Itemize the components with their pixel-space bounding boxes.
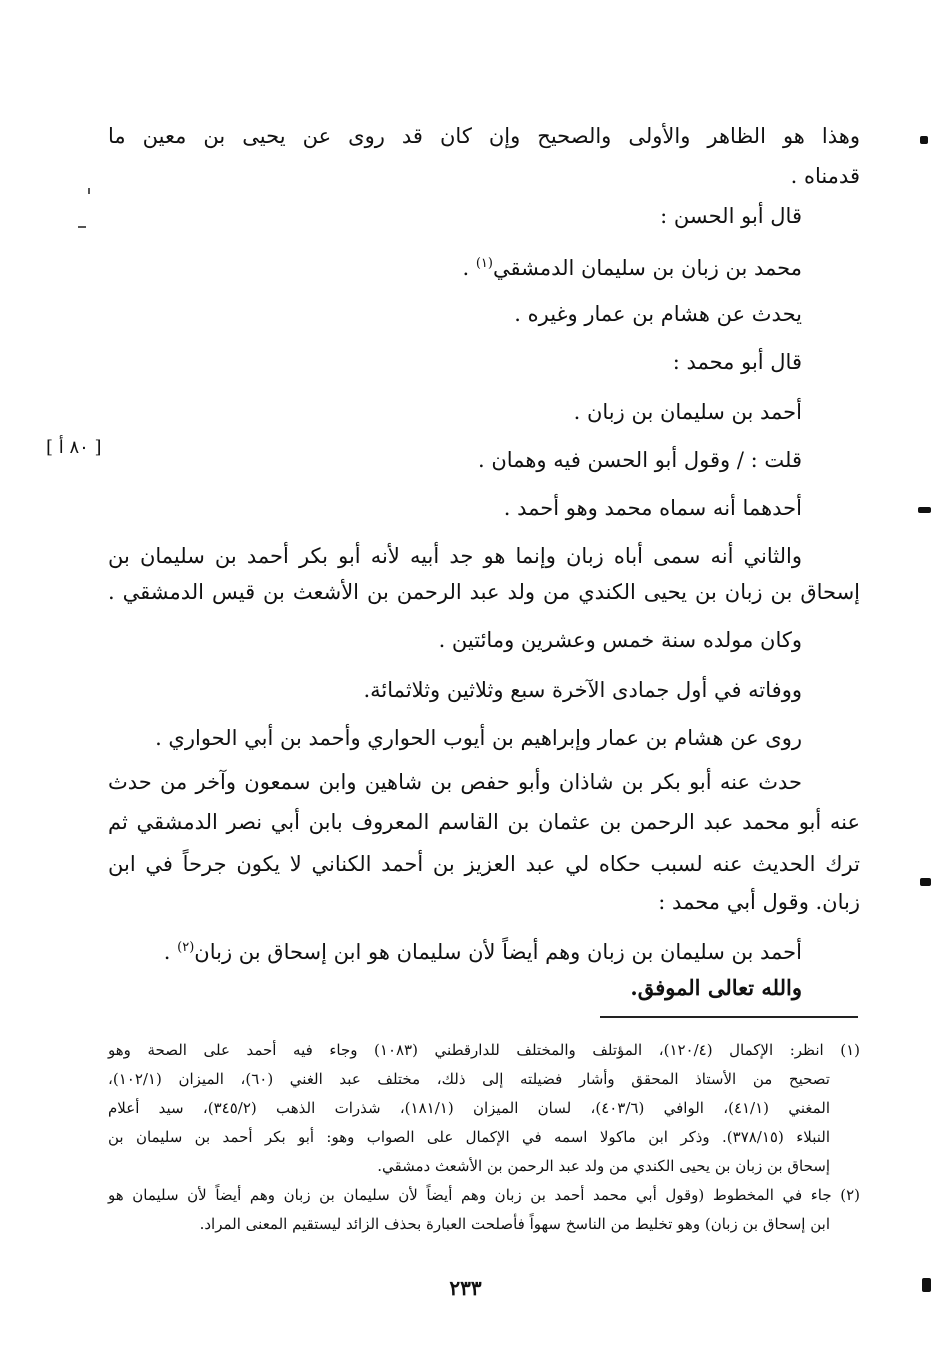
footnote-line: ابن إسحاق بن زبان) وهو تخليط من الناسخ سهواً فأصلحت العبارة بحذف الزائد ليستقيم المعنى المراد. (199, 1215, 830, 1233)
entry-name-text: محمد بن زبان بن سليمان الدمشقي (492, 256, 802, 280)
text-line: وهذا هو الظاهر والأولى والصحيح وإن كان قد روى عن يحيى بن معين ما (108, 124, 860, 148)
footnote-line: (٢) جاء في المخطوط (وقول أبي محمد أحمد بن زبان وهم أيضاً لأن سليمان بن زبان وهم أيضاً لأن سليمان هو (108, 1186, 860, 1204)
footnote-line: المغني (٤١/١)، الوافي (٤٠٣/٦)، لسان الميزان (١٨١/١)، شذرات الذهب (٣٤٥/٢)، سيد أعلام (108, 1099, 830, 1117)
scan-edge-mark (920, 878, 931, 886)
text-line: أحدهما أنه سماه محمد وهو أحمد . (503, 496, 802, 520)
section-heading: قال أبو محمد : (672, 350, 802, 374)
footnote-line: إسحاق بن زبان بن يحيى الكندي من ولد عبد الرحمن بن الأشعث دمشقي. (377, 1157, 830, 1175)
footnote-line: تصحيح من الأستاذ المحقق وأشار فضيلته إلى ذلك، مختلف عبد الغني (٦٠)، الميزان (١٠٢/١)، (108, 1070, 830, 1088)
scan-speck (78, 226, 86, 228)
text-line: حدث عنه أبو بكر بن شاذان وأبو حفص بن شاهين وابن سمعون وآخر من حدث (108, 770, 802, 794)
entry-name: أحمد بن سليمان بن زبان . (573, 400, 802, 424)
text-line-body: أحمد بن سليمان بن زبان وهم أيضاً لأن سليمان هو ابن إسحاق بن زبان (194, 940, 802, 964)
scan-edge-mark (918, 507, 931, 513)
text-line: يحدث عن هشام بن عمار وغيره . (514, 302, 802, 326)
entry-name (462, 248, 802, 284)
section-heading: قال أبو الحسن : (660, 204, 802, 228)
scan-edge-mark (922, 1278, 931, 1292)
footnote-ref: (١) (475, 256, 493, 271)
text-line: وكان مولده سنة خمس وعشرين ومائتين . (438, 628, 802, 652)
footnote-line: (١) انظر: الإكمال (١٢٠/٤)، المؤتلف والمختلف للدارقطني (١٠٨٣) وجاء فيه أحمد على الصحة وهو (108, 1041, 861, 1059)
text-line: روى عن هشام بن عمار وإبراهيم بن أيوب الحواري وأحمد بن أبي الحواري . (155, 726, 802, 750)
page-number: ٢٣٣ (449, 1276, 482, 1300)
text-line: ترك الحديث عنه لسبب حكاه لي عبد العزيز بن أحمد الكناني لا يكون جرحاً في ابن (108, 852, 860, 876)
text-line: قدمناه . (790, 164, 860, 188)
closing-line: والله تعالى الموفق. (630, 975, 802, 1000)
text-line: قلت : / وقول أبو الحسن فيه وهمان . (478, 448, 802, 472)
punctuation: . (462, 256, 476, 280)
text-line: زبان. وقول أبي محمد : (658, 890, 860, 914)
text-line: ووفاته في أول جمادى الآخرة سبع وثلاثين وثلاثمائة. (363, 678, 802, 702)
punctuation: . (163, 940, 178, 964)
text-line (164, 932, 802, 968)
footnote-ref: (٢) (177, 940, 195, 955)
footnote-divider (600, 1016, 858, 1018)
text-line: والثاني أنه سمى أباه زبان وإنما هو جد أبيه لأنه أبو بكر أحمد بن سليمان بن (108, 544, 802, 568)
text-line: إسحاق بن زبان بن يحيى الكندي من ولد عبد الرحمن بن الأشعث بن قيس الدمشقي . (108, 580, 860, 604)
folio-marker: [ ٨٠ أ ] (46, 437, 102, 458)
scan-speck (88, 188, 90, 194)
scan-edge-mark (920, 136, 928, 144)
footnote-line: النبلاء (٣٧٨/١٥). وذكر ابن ماكولا اسمه في الإكمال على الصواب وهو: أبو بكر أحمد بن سليمان بن (108, 1128, 830, 1146)
text-line: عنه أبو محمد عبد الرحمن بن عثمان بن القاسم المعروف بابن أبي نصر الدمشقي ثم (108, 810, 860, 834)
